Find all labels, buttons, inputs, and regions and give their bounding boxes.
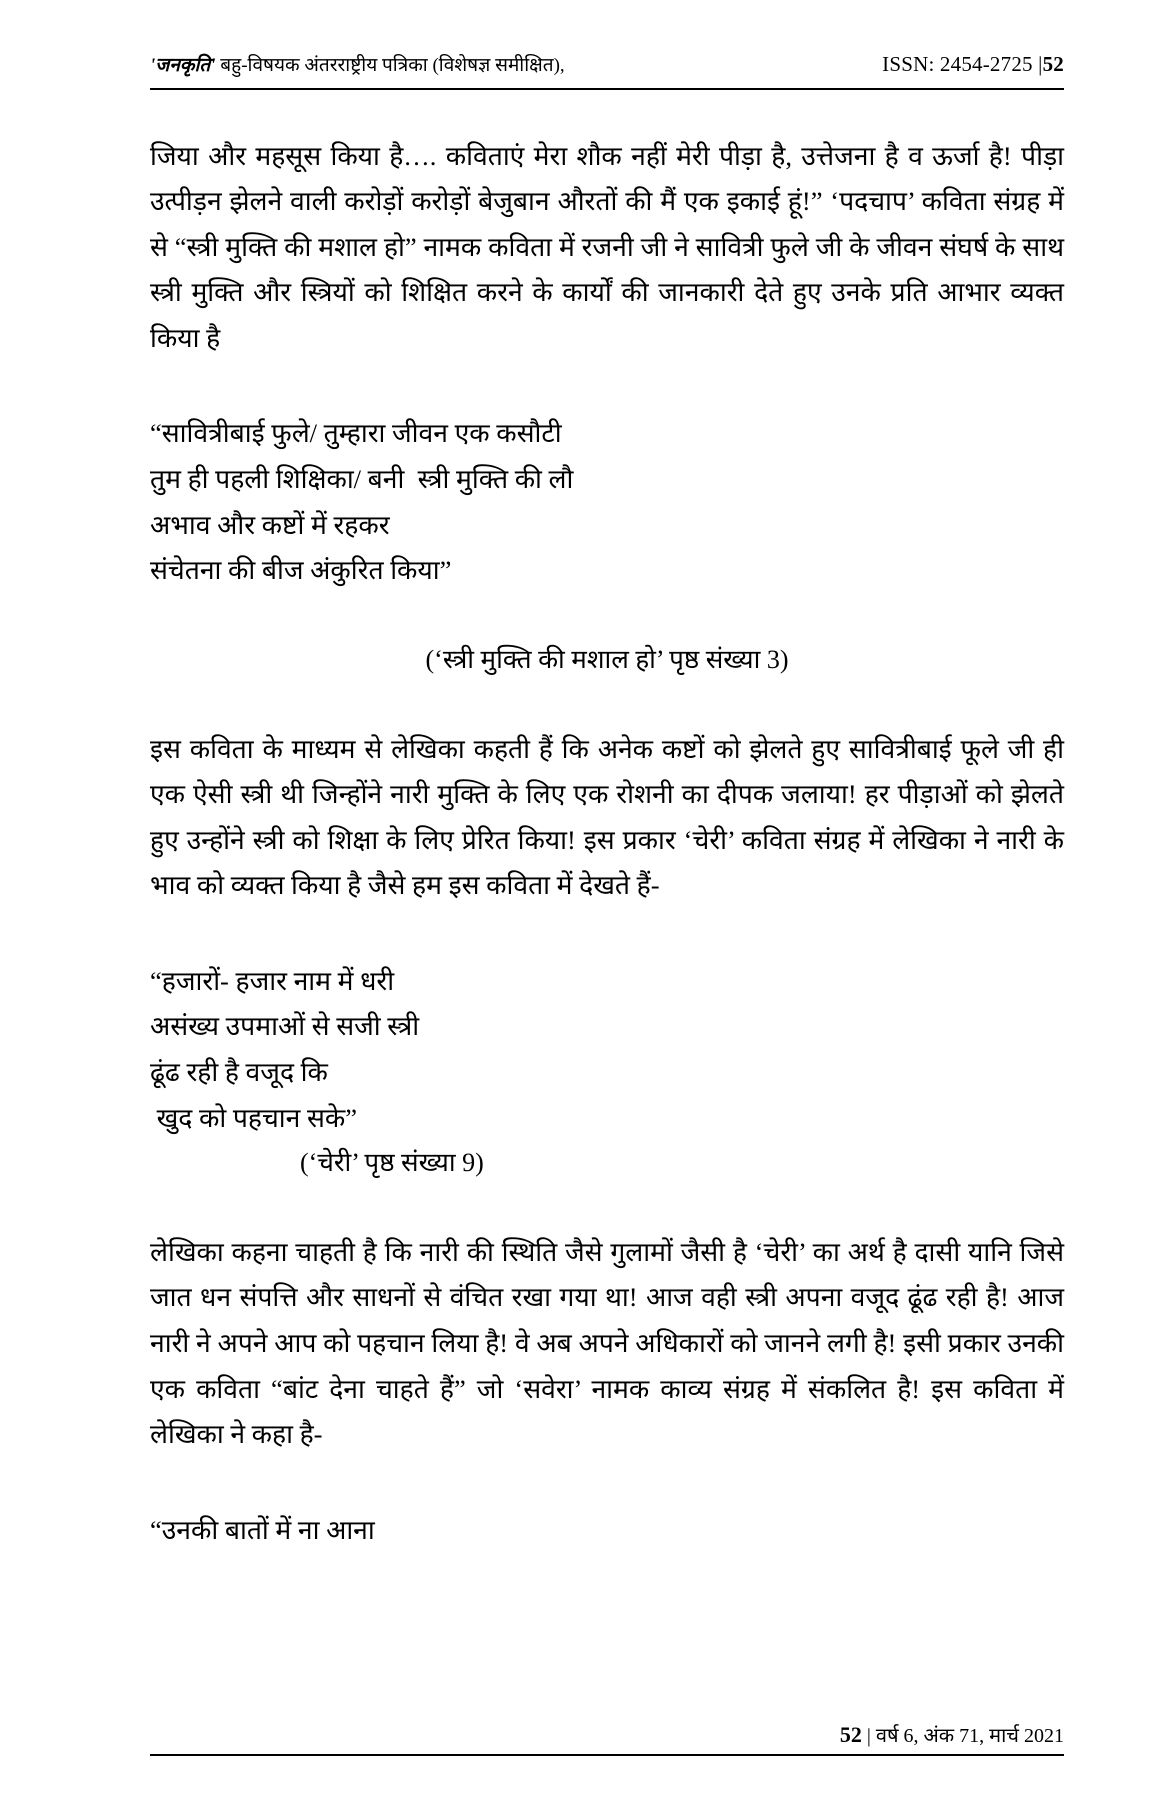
verse-block-2: [150, 959, 1064, 1141]
verse-line: अभाव और कष्टों में रहकर: [150, 509, 390, 540]
verse-line: “हजारों- हजार नाम में धरी: [150, 965, 395, 996]
header-separator: |: [1032, 52, 1043, 76]
spacer: [150, 1464, 1064, 1508]
spacer: [150, 915, 1064, 959]
paragraph-2: इस कविता के माध्यम से लेखिका कहती हैं कि अनेक कष्टों को झेलते हुए सावित्रीबाई फूले जी ही एक ऐसी स्त्री थी जिन्होंने नारी मुक्ति के लिए एक रोशनी का दीपक जलाया! हर पीड़ाओं को झेलते हुए उन्होंने स्त्री को शिक्षा के लिए प्रेरित किया! इस प्रकार ‘चेरी’ कविता संग्रह में लेखिका ने नारी के भाव को व्यक्त किया है जैसे हम इस कविता में देखते हैं-: [150, 733, 1064, 901]
journal-name: 'जनकृति': [150, 55, 216, 76]
spacer: [150, 1186, 1064, 1230]
spacer: [150, 594, 1064, 638]
spacer: [150, 683, 1064, 727]
footer-text: [150, 1721, 1064, 1754]
footer-issue-info: वर्ष 6, अंक 71, मार्च 2021: [875, 1725, 1064, 1747]
verse-line: असंख्य उपमाओं से सजी स्त्री: [150, 1011, 420, 1042]
page-header: [150, 52, 1064, 90]
spacer: [150, 367, 1064, 411]
page-footer: [150, 1721, 1064, 1756]
verse-line: तुम ही पहली शिक्षिका/ बनी स्त्री मुक्ति की लौ: [150, 464, 574, 495]
header-journal-info: [150, 53, 565, 80]
journal-description: बहु-विषयक अंतरराष्ट्रीय पत्रिका (विशेषज्ञ समीक्षित),: [215, 55, 565, 76]
issn-text: ISSN: 2454-2725: [882, 52, 1033, 76]
paragraph-1: जिया और महसूस किया है…. कविताएं मेरा शौक नहीं मेरी पीड़ा है, उत्तेजना है व ऊर्जा है! पीड़ा उत्पीड़न झेलने वाली करोड़ों करोड़ों बेजुबान औरतों की मैं एक इकाई हूं!” ‘पदचाप’ कविता संग्रह में से “स्त्री मुक्ति की मशाल हो” नामक कविता में रजनी जी ने सावित्री फुले जी के जीवन संघर्ष के साथ स्त्री मुक्ति और स्त्रियों को शिक्षित करने के कार्यों की जानकारी देते हुए उनके प्रति आभार व्यक्त किया है: [150, 140, 1064, 353]
footer-divider: [150, 1754, 1064, 1756]
footer-page-number: 52: [839, 1722, 862, 1747]
verse-line: “सावित्रीबाई फुले/ तुम्हारा जीवन एक कसौटी: [150, 418, 562, 449]
verse-block-3: [150, 1508, 1064, 1554]
citation-2: (‘चेरी’ पृष्ठ संख्या 9): [300, 1148, 484, 1178]
citation-1: (‘स्त्री मुक्ति की मशाल हो’ पृष्ठ संख्या 3): [425, 644, 789, 674]
header-issn-block: [882, 52, 1064, 77]
verse-line: खुद को पहचान सके”: [150, 1102, 358, 1133]
paragraph-3: लेखिका कहना चाहती है कि नारी की स्थिति जैसे गुलामों जैसी है ‘चेरी’ का अर्थ है दासी यानि जिसे जात धन संपत्ति और साधनों से वंचित रखा गया था! आज वही स्त्री अपना वजूद ढूंढ रही है! आज नारी ने अपने आप को पहचान लिया है! वे अब अपने अधिकारों को जानने लगी है! इसी प्रकार उनकी एक कविता “बांट देना चाहते हैं” जो ‘सवेरा’ नामक काव्य संग्रह में संकलित है! इस कविता में लेखिका ने कहा है-: [150, 1236, 1065, 1450]
header-page-number: 52: [1042, 52, 1064, 76]
verse-line: ढूंढ रही है वजूद कि: [150, 1056, 328, 1087]
verse-line: संचेतना की बीज अंकुरित किया”: [150, 555, 452, 586]
verse-line: “उनकी बातों में ना आना: [150, 1514, 375, 1545]
verse-block-1: [150, 411, 1064, 593]
footer-separator: |: [861, 1725, 876, 1747]
